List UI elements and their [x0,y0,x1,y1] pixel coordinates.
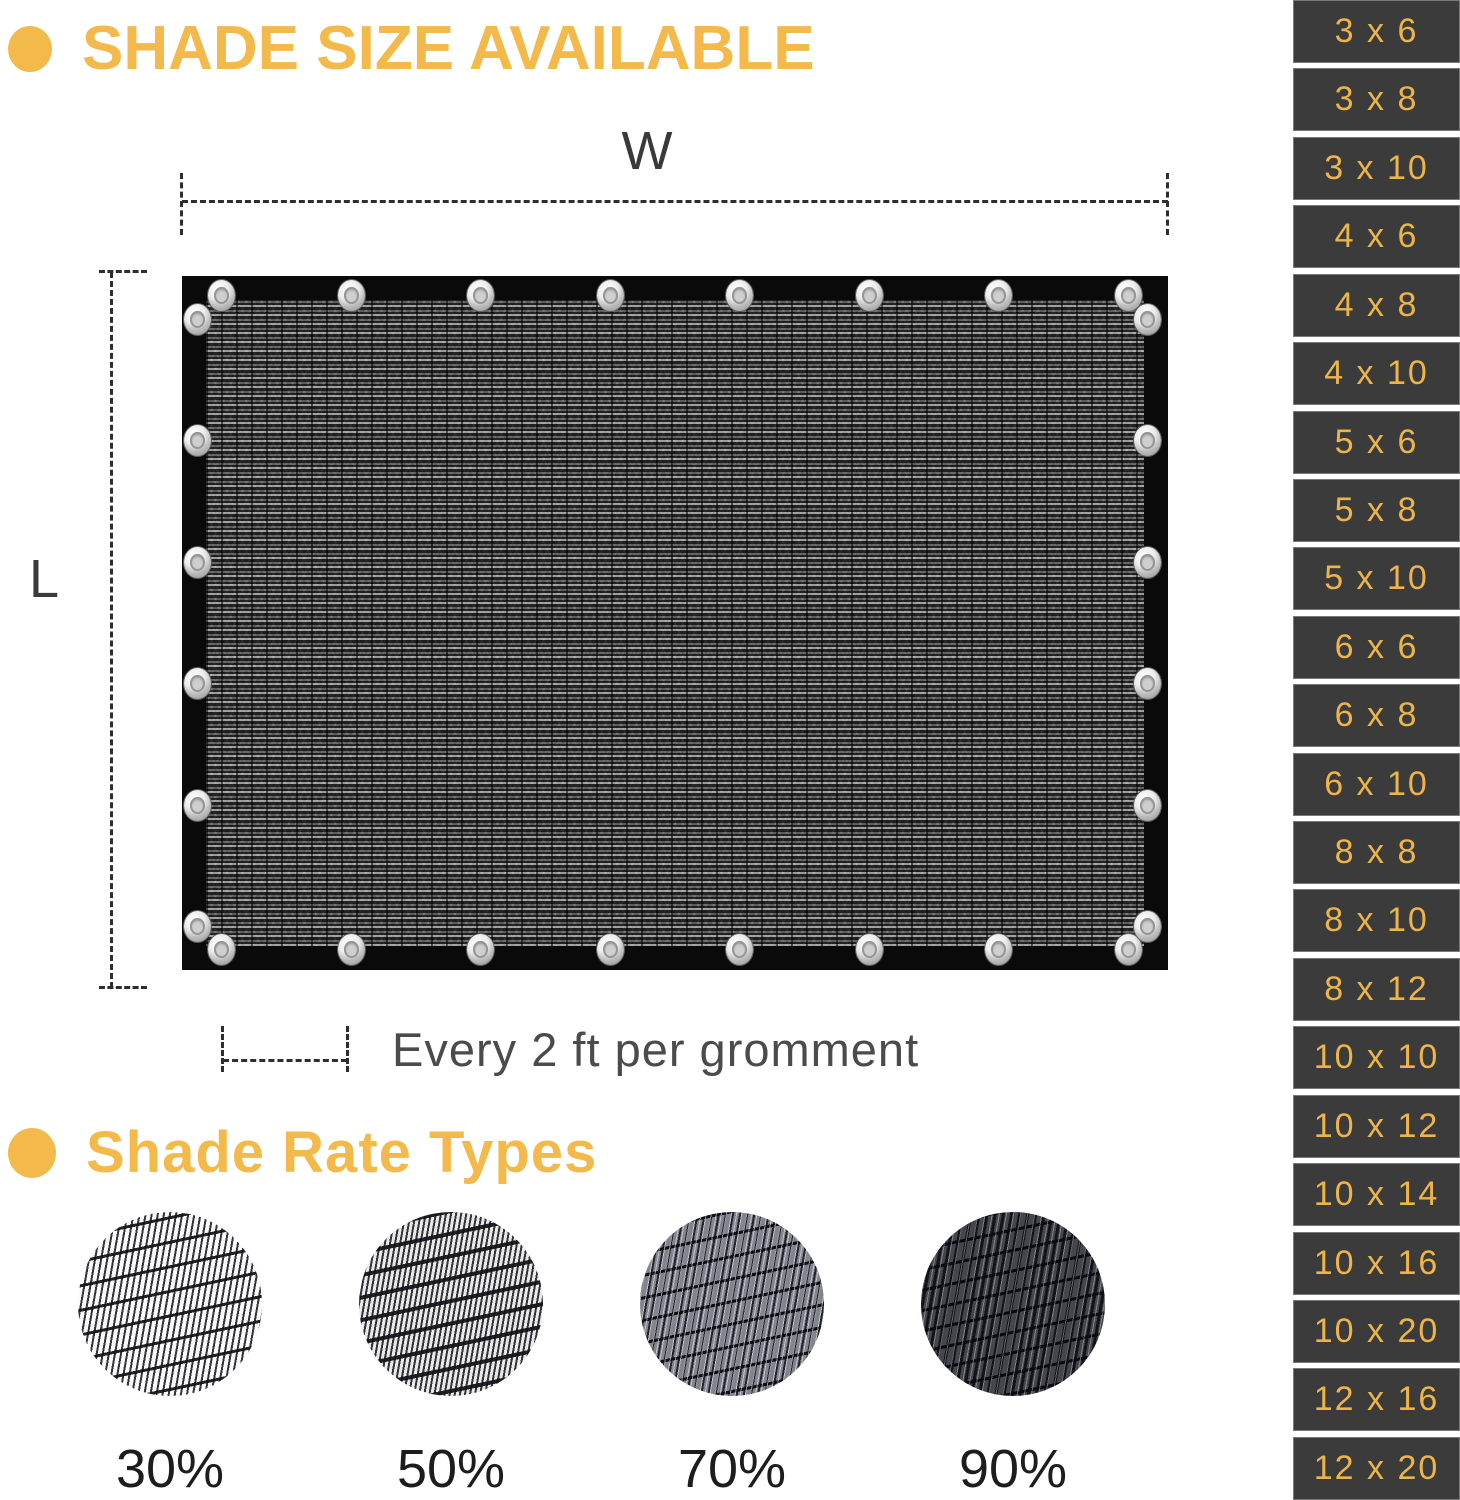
mesh-sample-50-icon [359,1212,543,1396]
grommet-icon [985,934,1012,965]
grommet-icon [184,425,211,456]
grommet-icon [1134,547,1161,578]
size-option-label: 4 x 8 [1334,285,1419,324]
bullet-icon [8,1128,56,1178]
size-option-label: 3 x 8 [1334,80,1419,119]
grommet-icon [184,790,211,821]
grommet-row-top [208,280,1142,312]
size-option [1293,1300,1460,1363]
shade-rate-title: Shade Rate Types [86,1120,598,1185]
size-option-label: 8 x 10 [1324,901,1429,940]
size-option-label: 10 x 20 [1313,1312,1440,1351]
dimension-tick-icon [221,1026,224,1072]
size-option-label: 5 x 10 [1324,559,1429,598]
bullet-icon [8,26,52,72]
grommet-icon [1134,425,1161,456]
size-option-label: 5 x 8 [1334,490,1419,529]
size-option-label: 10 x 16 [1313,1243,1440,1282]
size-option [1293,684,1460,747]
grommet-icon [1134,668,1161,699]
size-option [1293,1437,1460,1500]
size-option-label: 12 x 20 [1313,1448,1440,1487]
size-list [1293,0,1460,1500]
grommet-column-right [1134,304,1166,942]
size-option [1293,616,1460,679]
shade-rate-percent: 70% [677,1439,787,1499]
size-option [1293,205,1460,268]
grommet-icon [338,280,365,311]
grommet-spacing-note: Every 2 ft per gromment [392,1023,920,1076]
grommet-icon [856,280,883,311]
dimension-tick-icon [180,173,183,235]
shade-rate-percent: 50% [396,1439,506,1499]
size-option [1293,1095,1460,1158]
size-option [1293,753,1460,816]
dimension-tick-icon [1166,173,1169,235]
length-dimension-label: L [28,549,60,609]
shade-rate-percent: 90% [958,1439,1068,1499]
grommet-spacing-bracket [221,1026,349,1072]
shade-rate-sample [359,1212,543,1500]
size-option [1293,0,1460,63]
grommet-icon [467,280,494,311]
size-option-label: 10 x 12 [1313,1106,1440,1145]
size-option [1293,1232,1460,1295]
size-option-label: 10 x 10 [1313,1038,1440,1077]
length-dimension-line [110,272,113,988]
grommet-column-left [184,304,216,942]
size-option [1293,274,1460,337]
size-option-label: 3 x 6 [1334,12,1419,50]
grommet-icon [856,934,883,965]
size-option-label: 4 x 6 [1334,217,1419,256]
size-option-label: 3 x 10 [1324,148,1429,187]
size-option [1293,821,1460,884]
shade-rate-sample [78,1212,262,1500]
size-option-label: 8 x 12 [1324,969,1429,1008]
grommet-icon [338,934,365,965]
shade-rate-heading [8,1120,598,1185]
size-option-label: 6 x 6 [1334,627,1419,666]
dimension-tick-icon [99,270,147,273]
size-option [1293,547,1460,610]
size-option-label: 10 x 14 [1313,1175,1440,1214]
size-option [1293,1026,1460,1089]
size-option-label: 6 x 8 [1334,696,1419,735]
grommet-icon [1134,911,1161,942]
grommet-icon [184,304,211,335]
grommet-icon [184,668,211,699]
size-option [1293,342,1460,405]
grommet-icon [467,934,494,965]
size-option-label: 6 x 10 [1324,764,1429,803]
shade-rate-samples [78,1212,1105,1500]
size-option [1293,411,1460,474]
grommet-icon [184,911,211,942]
size-option [1293,958,1460,1021]
mesh-sample-90-icon [921,1212,1105,1396]
main-heading [8,14,815,83]
size-option [1293,479,1460,542]
size-option [1293,1163,1460,1226]
shade-net-illustration [182,276,1168,970]
dimension-tick-icon [99,986,147,989]
width-dimension-label: W [621,121,673,181]
shade-mesh-texture [206,300,1144,946]
grommet-icon [726,280,753,311]
size-option [1293,1368,1460,1431]
grommet-icon [985,280,1012,311]
shade-rate-sample [640,1212,824,1500]
shade-rate-sample [921,1212,1105,1500]
mesh-sample-70-icon [640,1212,824,1396]
dimension-tick-icon [346,1026,349,1072]
shade-rate-percent: 30% [115,1439,225,1499]
mesh-sample-30-icon [78,1212,262,1396]
size-option-label: 12 x 16 [1313,1380,1440,1419]
page-title: SHADE SIZE AVAILABLE [82,14,815,83]
dimension-line-icon [223,1059,347,1062]
width-dimension-line [182,200,1168,203]
size-option [1293,137,1460,200]
grommet-icon [184,547,211,578]
grommet-icon [597,934,624,965]
grommet-icon [726,934,753,965]
size-option [1293,889,1460,952]
grommet-icon [597,280,624,311]
grommet-icon [1134,790,1161,821]
size-option-label: 8 x 8 [1334,833,1419,872]
size-option [1293,68,1460,131]
grommet-icon [1134,304,1161,335]
size-option-label: 5 x 6 [1334,422,1419,461]
size-option-label: 4 x 10 [1324,354,1429,393]
grommet-row-bottom [208,934,1142,966]
